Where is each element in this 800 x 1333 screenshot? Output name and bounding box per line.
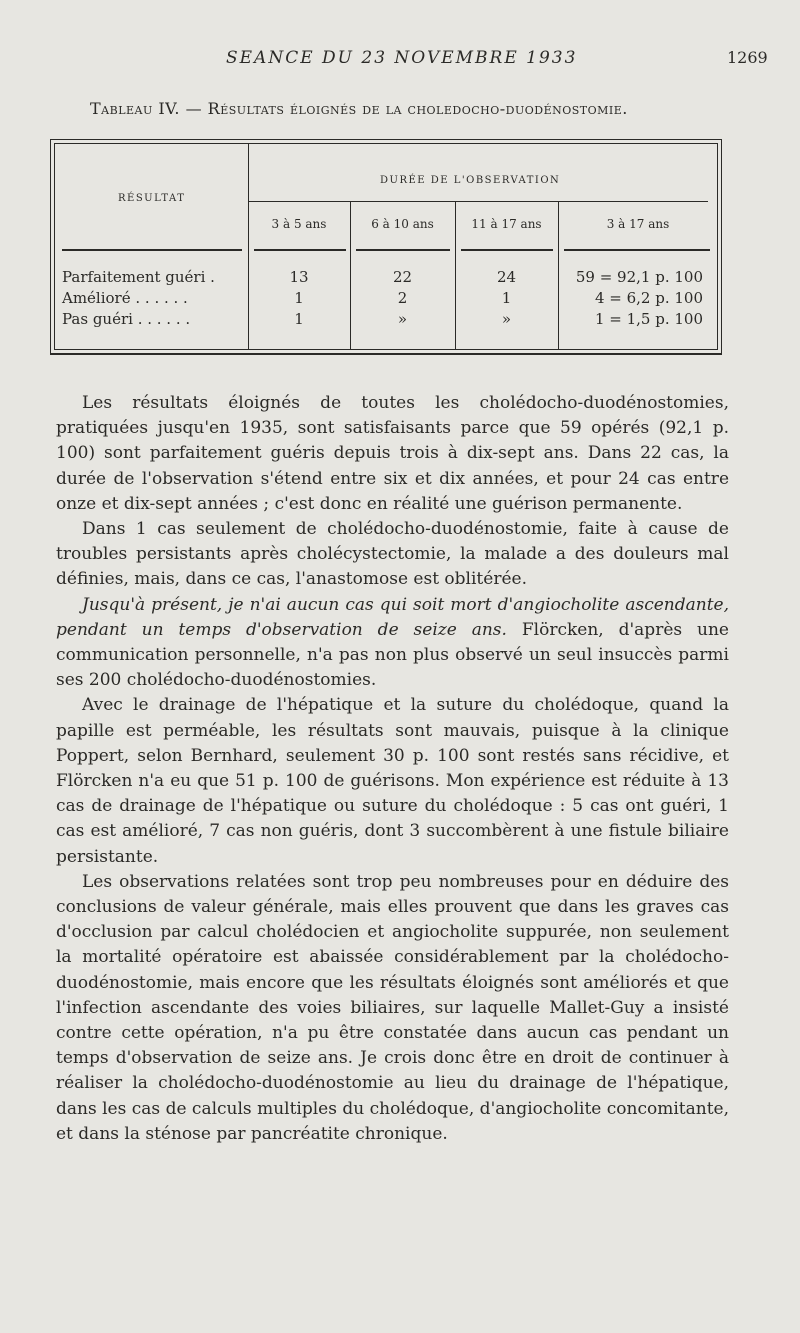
table-rule bbox=[721, 139, 722, 355]
table-cell: 13 bbox=[289, 268, 309, 286]
column-header: 11 à 17 ans bbox=[471, 217, 542, 231]
row-label: Parfaitement guéri . bbox=[62, 268, 215, 286]
table-cell-total: 4 = 6,2 p. 100 bbox=[594, 289, 703, 307]
table-cell: 24 bbox=[496, 268, 517, 286]
result-header: RÉSULTAT bbox=[118, 193, 186, 204]
table-rule bbox=[54, 143, 718, 144]
table-rule bbox=[50, 139, 722, 140]
table-cell: 1 bbox=[501, 289, 512, 307]
table-caption: Tableau IV. — Résultats éloignés de la choledocho-duodénostomie. bbox=[90, 99, 628, 118]
table-rule bbox=[356, 249, 450, 251]
table-rule bbox=[254, 249, 346, 251]
table-cell: » bbox=[501, 310, 512, 328]
column-header: 3 à 17 ans bbox=[606, 217, 670, 231]
italic-statement: Jusqu'à présent, je n'ai aucun cas qui soit mort d'angiocholite ascendante, pendant un temps d'observation de seize ans. bbox=[56, 594, 729, 640]
table-rule bbox=[50, 353, 722, 355]
paragraph: Les résultats éloignés de toutes les cholédocho-duodénostomies, pratiquées jusqu'en 1935, sont satisfaisants parce que 59 opérés (92,1 p. 100) sont parfaitement guéris depuis trois à dix-sept ans. Dans 22 cas, la durée de l'observation s'étend entre six et dix années, et pour 24 cas entre onze et dix-sept années ; c'est donc en réalité une guérison permanente. bbox=[56, 393, 729, 514]
table-rule bbox=[50, 139, 51, 355]
column-header: 3 à 5 ans bbox=[271, 217, 327, 231]
table-rule bbox=[717, 143, 718, 350]
paragraph: Dans 1 cas seulement de cholédocho-duodénostomie, faite à cause de troubles persistants après cholécystectomie, la malade a des douleurs mal définies, mais, dans ce cas, l'anastomose est oblitérée. bbox=[56, 519, 729, 590]
paragraph-continuation: Flörcken, d'après une communication personnelle, n'a pas non plus observé un seul insuccès parmi ses 200 cholédocho-duodénostomies. bbox=[56, 619, 729, 691]
table-cell: 2 bbox=[397, 289, 408, 307]
paragraph bbox=[56, 593, 729, 694]
table-cell-total: 1 = 1,5 p. 100 bbox=[594, 310, 703, 328]
table-rule bbox=[248, 201, 708, 202]
column-header: 6 à 10 ans bbox=[371, 217, 434, 231]
table-cell: 1 bbox=[294, 310, 304, 328]
table-rule bbox=[54, 143, 55, 350]
page-number: 1269 bbox=[727, 48, 768, 67]
table-rule bbox=[461, 249, 553, 251]
running-head-title: SEANCE DU 23 NOVEMBRE 1933 bbox=[226, 48, 578, 68]
table-cell-total: 59 = 92,1 p. 100 bbox=[575, 268, 703, 286]
body-text bbox=[56, 391, 729, 1147]
table-cell: 1 bbox=[294, 289, 304, 307]
table-cell: » bbox=[397, 310, 408, 328]
duration-header: DURÉE DE L'OBSERVATION bbox=[380, 175, 561, 186]
table-cell: 22 bbox=[392, 268, 413, 286]
row-label: Pas guéri . . . . . . bbox=[62, 310, 191, 328]
results-table bbox=[50, 139, 722, 357]
paragraph: Les observations relatées sont trop peu nombreuses pour en déduire des conclusions de valeur générale, mais elles prouvent que dans les graves cas d'occlusion par calcul cholédocien et angiocholite suppurée, non seulement la mortalité opératoire est abaissée considérablement par la cholédocho-duodénostomie, mais encore que les résultats éloignés sont améliorés et que l'infection ascendante des voies biliaires, sur laquelle Mallet-Guy a insisté contre cette opération, n'a pu être constatée dans aucun cas pendant un temps d'observation de seize ans. Je crois donc être en droit de continuer à réaliser la cholédocho-duodénostomie au lieu du drainage de l'hépatique, dans les cas de calculs multiples du cholédoque, d'angiocholite concomitante, et dans la sténose par pancréatite chronique. bbox=[56, 871, 729, 1144]
table-rule bbox=[62, 249, 242, 251]
paragraph: Avec le drainage de l'hépatique et la suture du cholédoque, quand la papille est perméable, les résultats sont mauvais, puisque à la clinique Poppert, selon Bernhard, seulement 30 p. 100 sont restés sans récidive, et Flörcken n'a eu que 51 p. 100 de guérisons. Mon expérience est réduite à 13 cas de drainage de l'hépatique ou suture du cholédoque : 5 cas ont guéri, 1 cas est amélioré, 7 cas non guéris, dont 3 succombèrent à une fistule biliaire persistante. bbox=[56, 695, 729, 867]
running-head bbox=[0, 48, 800, 72]
row-label: Amélioré . . . . . . bbox=[62, 289, 188, 307]
table-rule bbox=[54, 349, 718, 350]
table-rule bbox=[564, 249, 710, 251]
